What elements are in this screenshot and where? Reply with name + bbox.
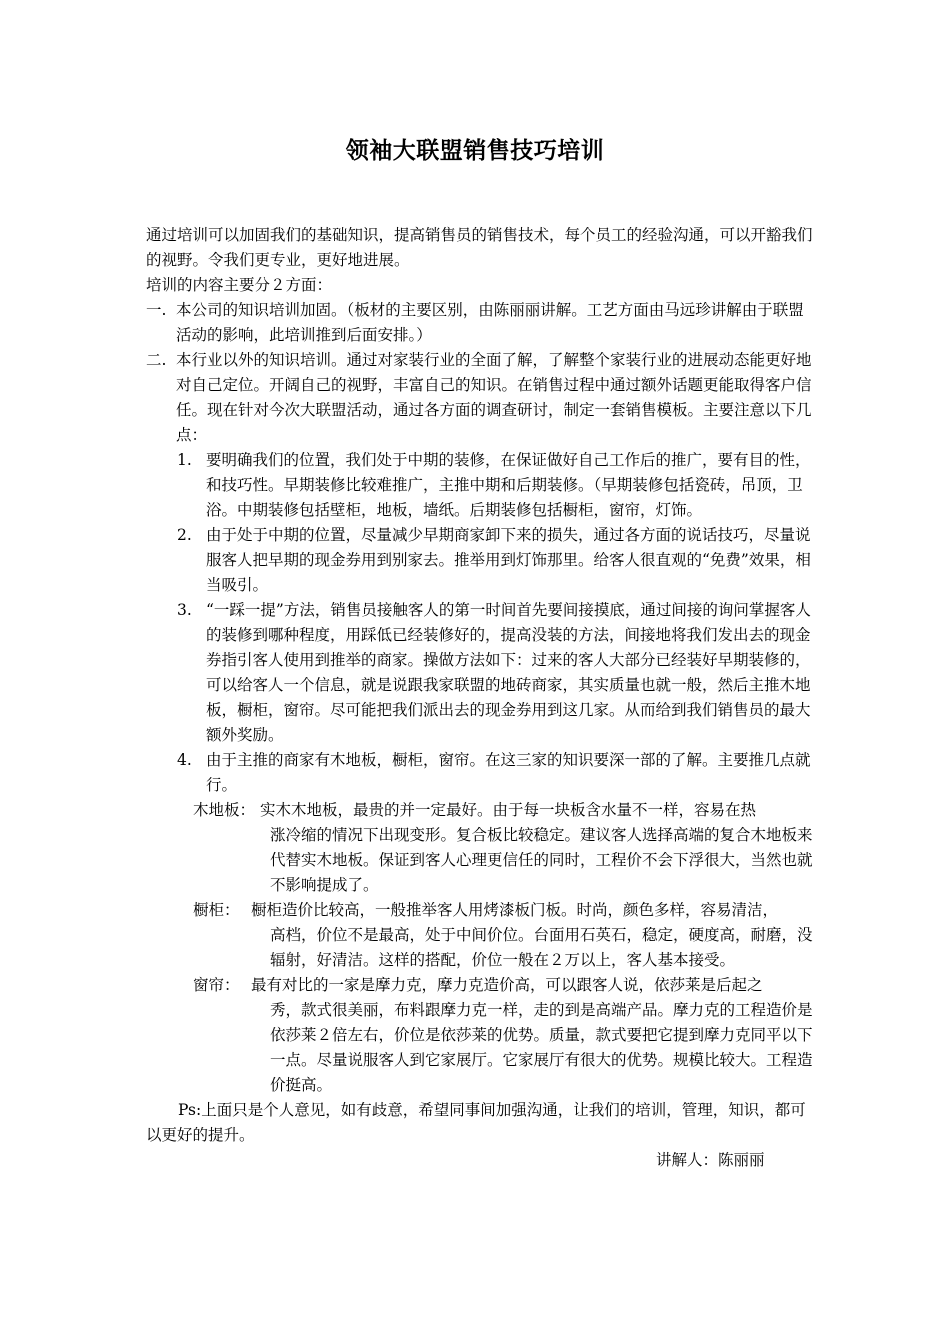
- product-item-flooring: [146, 798, 818, 898]
- product-text-first-line: 实木木地板，最贵的并一定最好。由于每一块板含水量不一样，容易在热: [260, 801, 757, 819]
- content-intro: 培训的内容主要分２方面：: [146, 276, 333, 294]
- product-item-curtain: [146, 973, 818, 1098]
- section-item: [146, 298, 818, 348]
- product-text-first-line: 橱柜造价比较高，一般推举客人用烤漆板门板。时尚，颜色多样，容易清洁，: [251, 901, 779, 919]
- product-text-rest: 秀，款式很美丽，布料跟摩力克一样，走的到是高端产品。摩力克的工程造价是依莎莱２倍左右，价位是依莎莱的优势。质量，款式要把它提到摩力克同平以下一点。尽量说服客人到它家展厅。它家展厅有很大的优势。规模比较大。工程造价挺高。: [270, 1001, 813, 1094]
- product-text-rest: 高档，价位不是最高，处于中间价位。台面用石英石，稳定，硬度高，耐磨，没辐射，好清洁。这样的搭配，价位一般在２万以上，客人基本接受。: [270, 926, 813, 969]
- product-text-first-line: 最有对比的一家是摩力克，摩力克造价高，可以跟客人说，依莎莱是后起之: [251, 976, 763, 994]
- section-item: [146, 348, 818, 448]
- product-text-rest: 涨冷缩的情况下出现变形。复合板比较稳定。建议客人选择高端的复合木地板来代替实木地板。保证到客人心理更信任的同时，工程价不会下浮很大，当然也就不影响提成了。: [270, 826, 813, 894]
- section-number: 二.: [146, 351, 167, 369]
- point-item: [146, 448, 818, 523]
- point-number: 4.: [177, 751, 192, 769]
- point-text: “一踩一提”方法，销售员接触客人的第一时间首先要间接摸底，通过间接的询问掌握客人的装修到哪种程度，用踩低已经装修好的，提高没装的方法，间接地将我们发出去的现金券指引客人使用到推举的商家。操做方法如下：过来的客人大部分已经装好早期装修的，可以给客人一个信息，就是说跟我家联盟的地砖商家，其实质量也就一般，然后主推木地板，橱柜，窗帘。尽可能把我们派出去的现金券用到这几家。从而给到我们销售员的最大额外奖励。: [206, 601, 811, 744]
- point-text: 要明确我们的位置，我们处于中期的装修，在保证做好自己工作后的推广，要有目的性，和技巧性。早期装修比较难推广，主推中期和后期装修。（早期装修包括瓷砖，吊顶，卫浴。中期装修包括壁柜，地板，墙纸。后期装修包括橱柜，窗帘，灯饰。: [206, 451, 811, 519]
- product-item-cabinet: [146, 898, 818, 973]
- product-label: 木地板：: [193, 801, 256, 819]
- point-number: 1.: [177, 451, 192, 469]
- point-number: 3.: [177, 601, 192, 619]
- section-text: 本公司的知识培训加固。（板材的主要区别，由陈丽丽讲解。工艺方面由马远珍讲解由于联盟活动的影响，此培训推到后面安排。）: [176, 301, 804, 344]
- point-item: [146, 523, 818, 598]
- product-label: 橱柜：: [193, 901, 240, 919]
- product-label: 窗帘：: [193, 976, 240, 994]
- intro-paragraph: 通过培训可以加固我们的基础知识，提高销售员的销售技术，每个员工的经验沟通，可以开豁我们的视野。令我们更专业，更好地进展。: [146, 226, 813, 269]
- document-body: [146, 223, 818, 1173]
- section-text: 本行业以外的知识培训。通过对家装行业的全面了解，了解整个家装行业的进展动态能更好地对自己定位。开阔自己的视野，丰富自己的知识。在销售过程中通过额外话题更能取得客户信任。现在针对今次大联盟活动，通过各方面的调查研讨，制定一套销售模板。主要注意以下几点：: [176, 351, 812, 444]
- signature: 讲解人：陈丽丽: [656, 1151, 765, 1169]
- section-number: 一.: [146, 301, 167, 319]
- point-item: [146, 748, 818, 798]
- point-text: 由于主推的商家有木地板，橱柜，窗帘。在这三家的知识要深一部的了解。主要推几点就行。: [206, 751, 811, 794]
- point-text: 由于处于中期的位置，尽量减少早期商家卸下来的损失，通过各方面的说话技巧，尽量说服客人把早期的现金券用到别家去。推举用到灯饰那里。给客人很直观的“免费”效果，相当吸引。: [206, 526, 811, 594]
- point-item: [146, 598, 818, 748]
- document-title: 领袖大联盟销售技巧培训: [345, 137, 605, 164]
- ps-note: Ps:上面只是个人意见，如有歧意，希望同事间加强沟通，让我们的培训，管理，知识，都可以更好的提升。: [146, 1101, 806, 1144]
- point-number: 2.: [177, 526, 192, 544]
